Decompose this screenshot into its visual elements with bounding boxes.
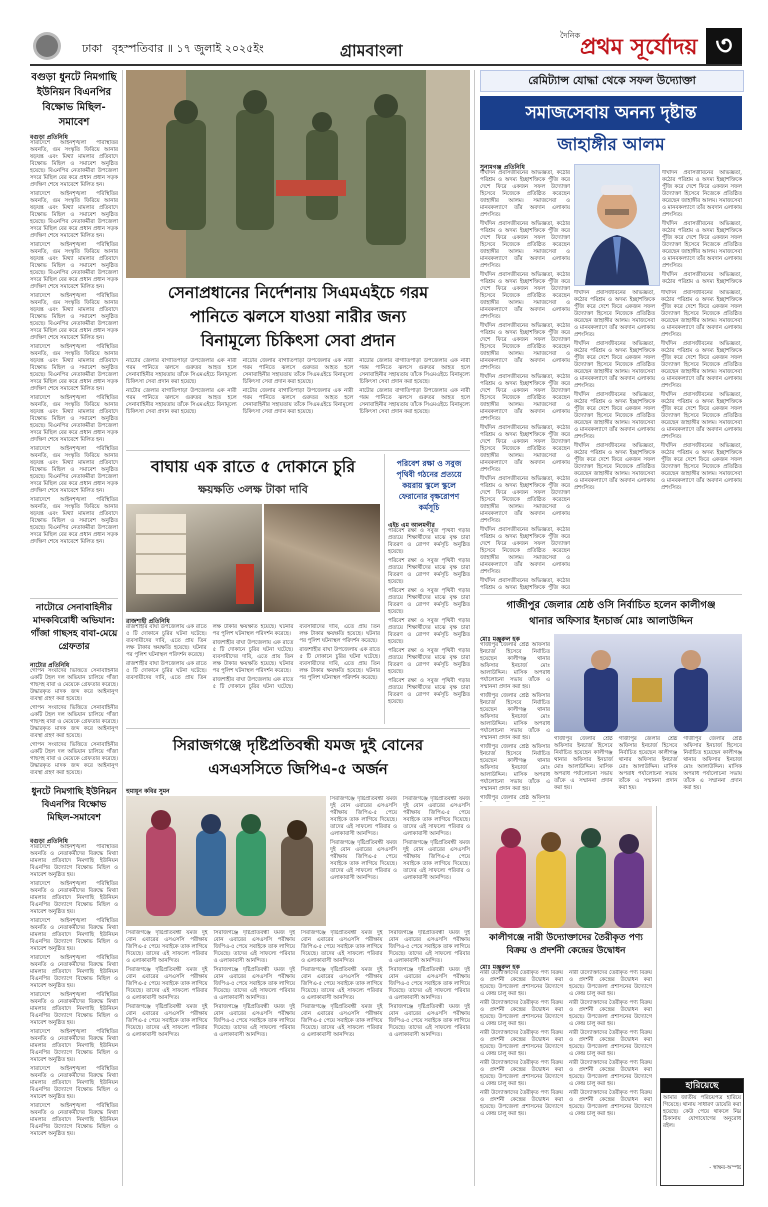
- header-date: বৃহস্পতিবার ॥ ১৭ জুলাই ২০২৫ইং: [112, 42, 264, 55]
- army-para: নাটোর জেলার বাগাতিপাড়া উপজেলার এক নারী গরম পানিতে ঝলসে গুরুতর আহত হলে সেনাবাহিনীর সহায়তায় তাঁকে সিএমএইচে বিনামূল্যে চিকিৎসা সেবা প্রদান করা হয়েছে।: [126, 388, 237, 415]
- divider: [30, 598, 118, 599]
- theft-para: রাজশাহীর বাঘা উপজেলায় এক রাতে ৫ টি দোকানে চুরির ঘটনা ঘটেছে। ব্যবসায়ীদের দাবি, এতে প্রায় তিন লক্ষ টাকার ক্ষয়ক্ষতি হয়েছে। ঘটনার পর পুলিশ ঘটনাস্থল পরিদর্শন করেছে।: [126, 624, 207, 658]
- award-photo: [554, 634, 742, 732]
- column-divider: [122, 70, 123, 1186]
- dhunot-para: সারাদেশে আইনশৃঙ্খলা পরিস্থিতির অবনতি ও নেতাকর্মীদের বিরুদ্ধে মিথ্যা মামলার প্রতিবাদে নিমগাছি ইউনিয়ন বিএনপির উদ্যোগে বিক্ষোভ মিছিল ও সমাবেশ অনুষ্ঠিত হয়।: [30, 1103, 118, 1137]
- army-headline-line3: বিনামূল্যে চিকিৎসা সেবা প্রদান: [200, 331, 396, 350]
- env-para: পরিবেশ রক্ষা ও সবুজ পৃথিবী গড়ার প্রত্যয়ে শিক্ষার্থীদের মাঝে বৃক্ষ চারা বিতরণ ও রোপণ কর্মসূচি অনুষ্ঠিত হয়েছে।: [388, 678, 470, 705]
- sirajganj-para: সিরাজগঞ্জে দৃষ্টিপ্রতিবন্ধী যমজ দুই বোন এবারের এসএসসি পরীক্ষায় জিপিএ-৫ পেয়ে সবাইকে তাক লাগিয়ে দিয়েছে। তাদের এই সাফল্যে পরিবার ও এলাকাবাসী আনন্দিত।: [301, 967, 383, 1001]
- remittance-para: দীর্ঘদিন প্রবাসজীবনের অভিজ্ঞতা, কঠোর পরিশ্রম ও অদম্য ইচ্ছাশক্তিকে পুঁজি করে দেশে ফিরে একজন সফল উদ্যোক্তা হিসেবে নিজেকে প্রতিষ্ঠিত করেছেন জাহাঙ্গীর আলম। সমাজসেবা ও মানবকল্যাণে তাঁর অবদান এলাকায় প্রশংসিত।: [661, 290, 742, 338]
- remittance-body-2: [662, 170, 742, 284]
- remittance-para: দীর্ঘদিন প্রবাসজীবনের অভিজ্ঞতা, কঠোর পরিশ্রম ও অদম্য ইচ্ছাশক্তিকে পুঁজি করে দেশে ফিরে একজন সফল উদ্যোক্তা হিসেবে নিজেকে প্রতিষ্ঠিত করেছেন জাহাঙ্গীর আলম। সমাজসেবা ও মানবকল্যাণে তাঁর অবদান এলাকায় প্রশংসিত।: [662, 221, 742, 269]
- natore-headline: নাটোরে সেনাবাহিনীর মাদকবিরোধী অভিযান: গাঁজা গাছসহ বাবা-মেয়ে গ্রেফতার: [30, 603, 118, 652]
- env-para: পরিবেশ রক্ষা ও সবুজ পৃথিবী গড়ার প্রত্যয়ে শিক্ষার্থীদের মাঝে বৃক্ষ চারা বিতরণ ও রোপণ কর্মসূচি অনুষ্ঠিত হয়েছে।: [388, 618, 470, 645]
- header-rule: [30, 64, 742, 66]
- sirajganj-para: সিরাজগঞ্জে দৃষ্টিপ্রতিবন্ধী যমজ দুই বোন এবারের এসএসসি পরীক্ষায় জিপিএ-৫ পেয়ে সবাইকে তাক লাগিয়ে দিয়েছে। তাদের এই সাফল্যে পরিবার ও এলাকাবাসী আনন্দিত।: [330, 796, 397, 837]
- dhunot-body: [30, 844, 118, 1186]
- dhunot-headline: ধুনটে নিমগাছি ইউনিয়ন বিএনপির বিক্ষোভ মিছিল-সমাবেশ: [31, 787, 117, 823]
- army-para: নাটোর জেলার বাগাতিপাড়া উপজেলার এক নারী গরম পানিতে ঝলসে গুরুতর আহত হলে সেনাবাহিনীর সহায়তায় তাঁকে সিএমএইচে বিনামূল্যে চিকিৎসা সেবা প্রদান করা হয়েছে।: [242, 358, 354, 385]
- sirajganj-para: সিরাজগঞ্জে দৃষ্টিপ্রতিবন্ধী যমজ দুই বোন এবারের এসএসসি পরীক্ষায় জিপিএ-৫ পেয়ে সবাইকে তাক লাগিয়ে দিয়েছে। তাদের এই সাফল্যে পরিবার ও এলাকাবাসী আনন্দিত।: [213, 930, 295, 964]
- remittance-headline-1: সমাজসেবায় অনন্য দৃষ্টান্ত: [480, 96, 742, 130]
- army-headline-line1: সেনাপ্রধানের নির্দেশনায় সিএমএইচে গরম: [167, 283, 429, 302]
- natore-para: গোপন সংবাদের ভিত্তিতে সেনাবাহিনীর একটি টহল দল অভিযান চালিয়ে গাঁজা গাছসহ বাবা ও মেয়েকে গ্রেফতার করেছে। উদ্ধারকৃত মাদক জব্দ করে আইনানুগ ব্যবস্থা গ্রহণ করা হয়েছে।: [30, 742, 118, 776]
- sirajganj-para: সিরাজগঞ্জে দৃষ্টিপ্রতিবন্ধী যমজ দুই বোন এবারের এসএসসি পরীক্ষায় জিপিএ-৫ পেয়ে সবাইকে তাক লাগিয়ে দিয়েছে। তাদের এই সাফল্যে পরিবার ও এলাকাবাসী আনন্দিত।: [126, 930, 208, 964]
- bogura-para: সারাদেশে আইনশৃঙ্খলা পরিস্থিতির অবনতি, গুম সংস্কৃতি ফিরিয়ে আনার ষড়যন্ত্র এবং মিথ্যা মামলার প্রতিবাদে বিক্ষোভ মিছিল ও সমাবেশ অনুষ্ঠিত হয়েছে। বিএনপির নেতাকর্মীরা উপজেলা সদরে মিছিল বের করে প্রধান প্রধান সড়ক প্রদক্ষিণ শেষে সমাবেশে মিলিত হন।: [30, 191, 118, 239]
- gazipur-byline: মোঃ মঞ্জুরুল হক: [480, 636, 520, 643]
- dhunot-para: সারাদেশে আইনশৃঙ্খলা পরিস্থিতির অবনতি ও নেতাকর্মীদের বিরুদ্ধে মিথ্যা মামলার প্রতিবাদে নিমগাছি ইউনিয়ন বিএনপির উদ্যোগে বিক্ষোভ মিছিল ও সমাবেশ অনুষ্ঠিত হয়।: [30, 992, 118, 1026]
- sirajganj-para: সিরাজগঞ্জে দৃষ্টিপ্রতিবন্ধী যমজ দুই বোন এবারের এসএসসি পরীক্ষায় জিপিএ-৫ পেয়ে সবাইকে তাক লাগিয়ে দিয়েছে। তাদের এই সাফল্যে পরিবার ও এলাকাবাসী আনন্দিত।: [126, 1004, 208, 1038]
- bogura-para: সারাদেশে আইনশৃঙ্খলা পরিস্থিতির অবনতি, গুম সংস্কৃতি ফিরিয়ে আনার ষড়যন্ত্র এবং মিথ্যা মামলার প্রতিবাদে বিক্ষোভ মিছিল ও সমাবেশ অনুষ্ঠিত হয়েছে। বিএনপির নেতাকর্মীরা উপজেলা সদরে মিছিল বের করে প্রধান প্রধান সড়ক প্রদক্ষিণ শেষে সমাবেশে মিলিত হন।: [30, 344, 118, 392]
- gazipur-para: গাজীপুর জেলার শ্রেষ্ঠ অফিসার ইনচার্জ হিসেবে নির্বাচিত হয়েছেন কালীগঞ্জ থানার অফিসার ইনচার্জ মোঃ আলাউদ্দিন। মাসিক অপরাধ পর্যালোচনা সভায় তাঁকে এ সম্মাননা প্রদান করা হয়।: [618, 736, 678, 791]
- lost-notice-body: আমার জাতীয় পরিচয়পত্র হারিয়ে গিয়েছে। থানায় সাধারণ ডায়েরি করা হয়েছে। কেউ পেয়ে থাকলে নিম্ন ঠিকানায় যোগাযোগের অনুরোধ রইল।: [663, 1095, 741, 1129]
- gazipur-body-2: [554, 736, 742, 802]
- remittance-para: দীর্ঘদিন প্রবাসজীবনের অভিজ্ঞতা, কঠোর পরিশ্রম ও অদম্য ইচ্ছাশক্তিকে পুঁজি করে দেশে ফিরে একজন সফল উদ্যোক্তা হিসেবে নিজেকে প্রতিষ্ঠিত করেছেন জাহাঙ্গীর আলম। সমাজসেবা ও মানবকল্যাণে তাঁর অবদান এলাকায় প্রশংসিত।: [480, 425, 570, 473]
- section-title: গ্রামবাংলা: [340, 41, 403, 60]
- gazipur-para: গাজীপুর জেলার শ্রেষ্ঠ অফিসার ইনচার্জ হিসেবে নির্বাচিত হয়েছেন কালীগঞ্জ থানার অফিসার ইনচার্জ মোঃ আলাউদ্দিন। মাসিক অপরাধ পর্যালোচনা সভায় তাঁকে এ সম্মাননা প্রদান করা হয়।: [480, 693, 550, 741]
- kaliganj-para: নারী উদ্যোক্তাদের তৈরীকৃত পণ্য বিক্রয় ও প্রদর্শনী কেন্দ্রের উদ্বোধন করা হয়েছে। উপজেলা প্রশাসনের উদ্যোগে এ কেন্দ্র চালু করা হয়।: [480, 1090, 563, 1117]
- column-divider: [656, 806, 657, 1186]
- portrait-photo: [574, 164, 660, 286]
- theft-para: রাজশাহীর বাঘা উপজেলায় এক রাতে ৫ টি দোকানে চুরির ঘটনা ঘটেছে। ব্যবসায়ীদের দাবি, এতে প্রায় তিন লক্ষ টাকার ক্ষয়ক্ষতি হয়েছে। ঘটনার পর পুলিশ ঘটনাস্থল পরিদর্শন করেছে।: [299, 647, 380, 681]
- theft-para: রাজশাহীর বাঘা উপজেলায় এক রাতে ৫ টি দোকানে চুরির ঘটনা ঘটেছে। ব্যবসায়ীদের দাবি, এতে প্রায় তিন লক্ষ টাকার ক্ষয়ক্ষতি হয়েছে। ঘটনার পর পুলিশ ঘটনাস্থল পরিদর্শন করেছে।: [212, 624, 380, 690]
- remittance-body-3: [574, 290, 742, 590]
- remittance-para: দীর্ঘদিন প্রবাসজীবনের অভিজ্ঞতা, কঠোর পরিশ্রম ও অদম্য ইচ্ছাশক্তিকে: [662, 272, 742, 284]
- gazipur-para: গাজীপুর জেলার শ্রেষ্ঠ অফিসার ইনচার্জ হিসেবে নির্বাচিত হয়েছেন কালীগঞ্জ থানার অফিসার ইনচার্জ মোঃ আলাউদ্দিন। মাসিক অপরাধ পর্যালোচনা সভায় তাঁকে এ সম্মাননা প্রদান করা হয়।: [554, 736, 613, 791]
- gazipur-para: গাজীপুর জেলার শ্রেষ্ঠ অফিসার ইনচার্জ হিসেবে নির্বাচিত হয়েছেন কালীগঞ্জ থানার অফিসার ইনচার্জ মোঃ আলাউদ্দিন। মাসিক অপরাধ পর্যালোচনা সভায় তাঁকে এ সম্মাননা প্রদান করা হয়।: [480, 744, 550, 792]
- remittance-para: দীর্ঘদিন প্রবাসজীবনের অভিজ্ঞতা, কঠোর পরিশ্রম ও অদম্য ইচ্ছাশক্তিকে পুঁজি করে দেশে ফিরে একজন সফল উদ্যোক্তা হিসেবে নিজেকে প্রতিষ্ঠিত করেছেন জাহাঙ্গীর আলম। সমাজসেবা ও মানবকল্যাণে তাঁর অবদান এলাকায় প্রশংসিত।: [480, 527, 570, 575]
- bogura-byline: বগুড়া প্রতিনিধি: [30, 134, 68, 141]
- shop-photo: [126, 504, 262, 612]
- theft-body: [126, 624, 380, 724]
- sirajganj-para: সিরাজগঞ্জে দৃষ্টিপ্রতিবন্ধী যমজ দুই বোন এবারের এসএসসি পরীক্ষায় জিপিএ-৫ পেয়ে সবাইকে তাক লাগিয়ে দিয়েছে। তাদের এই সাফল্যে পরিবার ও এলাকাবাসী আনন্দিত।: [403, 796, 470, 837]
- natore-body: [30, 668, 118, 778]
- divider: [480, 594, 742, 595]
- sirajganj-para: সিরাজগঞ্জে দৃষ্টিপ্রতিবন্ধী যমজ দুই বোন এবারের এসএসসি পরীক্ষায় জিপিএ-৫ পেয়ে সবাইকে তাক লাগিয়ে দিয়েছে। তাদের এই সাফল্যে পরিবার ও এলাকাবাসী আনন্দিত।: [388, 1004, 470, 1038]
- kaliganj-para: নারী উদ্যোক্তাদের তৈরীকৃত পণ্য বিক্রয় ও প্রদর্শনী কেন্দ্রের উদ্বোধন করা হয়েছে। উপজেলা প্রশাসনের উদ্যোগে এ কেন্দ্র চালু করা হয়।: [480, 1030, 563, 1057]
- sirajganj-body-side: [330, 796, 470, 926]
- bogura-para: সারাদেশে আইনশৃঙ্খলা পরিস্থিতির অবনতি, গুম সংস্কৃতি ফিরিয়ে আনার ষড়যন্ত্র এবং মিথ্যা মামলার প্রতিবাদে বিক্ষোভ মিছিল ও সমাবেশ অনুষ্ঠিত হয়েছে। বিএনপির নেতাকর্মীরা উপজেলা সদরে মিছিল বের করে প্রধান প্রধান সড়ক প্রদক্ষিণ শেষে সমাবেশে মিলিত হন।: [30, 140, 118, 188]
- remittance-para: দীর্ঘদিন প্রবাসজীবনের অভিজ্ঞতা, কঠোর পরিশ্রম ও অদম্য ইচ্ছাশক্তিকে পুঁজি করে: [480, 578, 570, 590]
- natore-para: গোপন সংবাদের ভিত্তিতে সেনাবাহিনীর একটি টহল দল অভিযান চালিয়ে গাঁজা গাছসহ বাবা ও মেয়েকে গ্রেফতার করেছে। উদ্ধারকৃত মাদক জব্দ করে আইনানুগ ব্যবস্থা গ্রহণ করা হয়েছে।: [30, 668, 118, 702]
- bogura-para: সারাদেশে আইনশৃঙ্খলা পরিস্থিতির অবনতি, গুম সংস্কৃতি ফিরিয়ে আনার ষড়যন্ত্র এবং মিথ্যা মামলার প্রতিবাদে বিক্ষোভ মিছিল ও সমাবেশ অনুষ্ঠিত হয়েছে। বিএনপির নেতাকর্মীরা উপজেলা সদরে মিছিল বের করে প্রধান প্রধান সড়ক প্রদক্ষিণ শেষে সমাবেশে মিলিত হন।: [30, 293, 118, 341]
- dhunot-para: সারাদেশে আইনশৃঙ্খলা পরিস্থিতির অবনতি ও নেতাকর্মীদের বিরুদ্ধে মিথ্যা মামলার প্রতিবাদে নিমগাছি ইউনিয়ন বিএনপির উদ্যোগে বিক্ষোভ মিছিল ও সমাবেশ অনুষ্ঠিত হয়।: [30, 918, 118, 952]
- army-para: নাটোর জেলার বাগাতিপাড়া উপজেলার এক নারী গরম পানিতে ঝলসে গুরুতর আহত হলে সেনাবাহিনীর সহায়তায় তাঁকে সিএমএইচে বিনামূল্যে চিকিৎসা সেবা প্রদান করা হয়েছে।: [242, 388, 354, 415]
- sirajganj-para: সিরাজগঞ্জে দৃষ্টিপ্রতিবন্ধী যমজ দুই বোন এবারের এসএসসি পরীক্ষায় জিপিএ-৫ পেয়ে সবাইকে তাক লাগিয়ে দিয়েছে। তাদের এই সাফল্যে পরিবার ও এলাকাবাসী আনন্দিত।: [126, 967, 208, 1001]
- lost-notice-title: হারিয়েছে: [661, 1079, 743, 1093]
- theft-para: রাজশাহীর বাঘা উপজেলায় এক রাতে ৫ টি দোকানে চুরির ঘটনা ঘটেছে। ব্যবসায়ীদের দাবি, এতে প্রায় তিন লক্ষ টাকার ক্ষয়ক্ষতি হয়েছে। ঘটনার পর পুলিশ ঘটনাস্থল পরিদর্শন করেছে।: [126, 624, 294, 681]
- dhunot-para: সারাদেশে আইনশৃঙ্খলা পরিস্থিতির অবনতি ও নেতাকর্মীদের বিরুদ্ধে মিথ্যা মামলার প্রতিবাদে নিমগাছি ইউনিয়ন বিএনপির উদ্যোগে বিক্ষোভ মিছিল ও সমাবেশ অনুষ্ঠিত হয়।: [30, 1029, 118, 1063]
- gazipur-body-1: [480, 642, 550, 802]
- army-headline-line2: পানিতে ঝলসে যাওয়া নারীর জন্য: [190, 307, 406, 326]
- remittance-para: দীর্ঘদিন প্রবাসজীবনের অভিজ্ঞতা, কঠোর পরিশ্রম ও অদম্য ইচ্ছাশক্তিকে পুঁজি করে দেশে ফিরে একজন সফল উদ্যোক্তা হিসেবে নিজেকে প্রতিষ্ঠিত করেছেন জাহাঙ্গীর আলম। সমাজসেবা ও মানবকল্যাণে তাঁর অবদান এলাকায় প্রশংসিত।: [480, 221, 570, 269]
- kaliganj-caption: কালীগঞ্জে নারী উদ্যোক্তাদের তৈরীকৃত পণ্য বিক্রয় ও প্রদর্শনী কেন্দ্রের উদ্বোধন: [489, 933, 643, 956]
- dhunot-para: সারাদেশে আইনশৃঙ্খলা পরিস্থিতির অবনতি ও নেতাকর্মীদের বিরুদ্ধে মিথ্যা মামলার প্রতিবাদে নিমগাছি ইউনিয়ন বিএনপির উদ্যোগে বিক্ষোভ মিছিল ও সমাবেশ অনুষ্ঠিত হয়।: [30, 881, 118, 915]
- remittance-para: দীর্ঘদিন প্রবাসজীবনের অভিজ্ঞতা, কঠোর পরিশ্রম ও অদম্য ইচ্ছাশক্তিকে পুঁজি করে দেশে ফিরে একজন সফল উদ্যোক্তা হিসেবে নিজেকে প্রতিষ্ঠিত করেছেন জাহাঙ্গীর আলম। সমাজসেবা ও মানবকল্যাণে তাঁর অবদান এলাকায় প্রশংসিত।: [661, 443, 742, 491]
- sirajganj-para: সিরাজগঞ্জে দৃষ্টিপ্রতিবন্ধী যমজ দুই বোন এবারের এসএসসি পরীক্ষায় জিপিএ-৫ পেয়ে সবাইকে তাক লাগিয়ে দিয়েছে। তাদের এই সাফল্যে পরিবার ও এলাকাবাসী আনন্দিত।: [330, 840, 397, 881]
- sirajganj-para: সিরাজগঞ্জে দৃষ্টিপ্রতিবন্ধী যমজ দুই বোন এবারের এসএসসি পরীক্ষায় জিপিএ-৫ পেয়ে সবাইকে তাক লাগিয়ে দিয়েছে। তাদের এই সাফল্যে পরিবার ও এলাকাবাসী আনন্দিত।: [213, 1004, 295, 1038]
- women-photo: [480, 806, 652, 928]
- army-para: নাটোর জেলার বাগাতিপাড়া উপজেলার এক নারী গরম পানিতে ঝলসে গুরুতর আহত হলে সেনাবাহিনীর সহায়তায় তাঁকে সিএমএইচে বিনামূল্যে চিকিৎসা সেবা প্রদান করা হয়েছে।: [126, 358, 237, 385]
- divider: [30, 782, 118, 783]
- kaliganj-para: নারী উদ্যোক্তাদের তৈরীকৃত পণ্য বিক্রয় ও প্রদর্শনী কেন্দ্রের উদ্বোধন করা হয়েছে। উপজেলা প্রশাসনের উদ্যোগে এ কেন্দ্র চালু করা হয়।: [480, 1000, 563, 1027]
- twins-photo: [126, 796, 326, 926]
- theft-headline: বাঘায় এক রাতে ৫ দোকানে চুরি: [150, 457, 356, 476]
- award-figures: [554, 634, 742, 732]
- remittance-body-1: [480, 170, 570, 590]
- divider: [126, 450, 470, 451]
- env-byline: এইচ এম আলমগীর: [388, 522, 435, 529]
- dhunot-para: সারাদেশে আইনশৃঙ্খলা পরিস্থিতির অবনতি ও নেতাকর্মীদের বিরুদ্ধে মিথ্যা মামলার প্রতিবাদে নিমগাছি ইউনিয়ন বিএনপির উদ্যোগে বিক্ষোভ মিছিল ও সমাবেশ অনুষ্ঠিত হয়।: [30, 844, 118, 878]
- sirajganj-para: সিরাজগঞ্জে দৃষ্টিপ্রতিবন্ধী যমজ দুই বোন এবারের এসএসসি পরীক্ষায় জিপিএ-৫ পেয়ে সবাইকে তাক লাগিয়ে দিয়েছে। তাদের এই সাফল্যে পরিবার ও এলাকাবাসী আনন্দিত।: [388, 967, 470, 1001]
- remittance-para: দীর্ঘদিন প্রবাসজীবনের অভিজ্ঞতা, কঠোর পরিশ্রম ও অদম্য ইচ্ছাশক্তিকে পুঁজি করে দেশে ফিরে একজন সফল উদ্যোক্তা হিসেবে নিজেকে প্রতিষ্ঠিত করেছেন জাহাঙ্গীর আলম। সমাজসেবা ও মানবকল্যাণে তাঁর অবদান এলাকায় প্রশংসিত।: [480, 323, 570, 371]
- remittance-headline-2: জাহাঙ্গীর আলম: [557, 135, 665, 155]
- column-divider: [474, 70, 475, 1186]
- kaliganj-byline: মোঃ মঞ্জুরুল হক: [480, 964, 520, 971]
- theft-subheadline: ক্ষয়ক্ষতি ৩লক্ষ টাকা দাবি: [198, 483, 308, 496]
- brand-small: দৈনিক: [560, 31, 581, 40]
- header-location: ঢাকা: [82, 42, 103, 55]
- portrait-figure: [575, 165, 659, 285]
- column-divider: [384, 454, 385, 724]
- remittance-para: দীর্ঘদিন প্রবাসজীবনের অভিজ্ঞতা, কঠোর পরিশ্রম ও অদম্য ইচ্ছাশক্তিকে পুঁজি করে দেশে ফিরে একজন সফল উদ্যোক্তা হিসেবে নিজেকে প্রতিষ্ঠিত করেছেন জাহাঙ্গীর আলম। সমাজসেবা ও মানবকল্যাণে তাঁর অবদান এলাকায় প্রশংসিত।: [574, 392, 655, 440]
- army-body: [126, 358, 470, 446]
- remittance-byline: সুনামগঞ্জ প্রতিনিধি: [480, 164, 525, 171]
- sirajganj-para: সিরাজগঞ্জে দৃষ্টিপ্রতিবন্ধী যমজ দুই বোন এবারের এসএসসি পরীক্ষায় জিপিএ-৫ পেয়ে সবাইকে তাক লাগিয়ে দিয়েছে। তাদের এই সাফল্যে পরিবার ও এলাকাবাসী আনন্দিত।: [301, 1004, 383, 1038]
- gazipur-para: গাজীপুর জেলার শ্রেষ্ঠ অফিসার ইনচার্জ হিসেবে নির্বাচিত হয়েছেন কালীগঞ্জ থানার অফিসার ইনচার্জ মোঃ আলাউদ্দিন। মাসিক অপরাধ পর্যালোচনা সভায় তাঁকে এ সম্মাননা প্রদান করা হয়।: [683, 736, 742, 791]
- bogura-para: সারাদেশে আইনশৃঙ্খলা পরিস্থিতির অবনতি, গুম সংস্কৃতি ফিরিয়ে আনার ষড়যন্ত্র এবং মিথ্যা মামলার প্রতিবাদে বিক্ষোভ মিছিল ও সমাবেশ অনুষ্ঠিত হয়েছে। বিএনপির নেতাকর্মীরা উপজেলা সদরে মিছিল বের করে প্রধান প্রধান সড়ক প্রদক্ষিণ শেষে সমাবেশে মিলিত হন।: [30, 242, 118, 290]
- gazipur-headline-2: থানার অফিসার ইনচার্জ মোঃ আলাউদ্দিন: [529, 616, 693, 627]
- remittance-para: দীর্ঘদিন প্রবাসজীবনের অভিজ্ঞতা, কঠোর পরিশ্রম ও অদম্য ইচ্ছাশক্তিকে পুঁজি করে দেশে ফিরে একজন সফল উদ্যোক্তা হিসেবে নিজেকে প্রতিষ্ঠিত করেছেন জাহাঙ্গীর আলম। সমাজসেবা ও মানবকল্যাণে তাঁর অবদান এলাকায় প্রশংসিত।: [574, 443, 655, 491]
- soldiers-figures: [126, 70, 470, 278]
- kaliganj-para: নারী উদ্যোক্তাদের তৈরীকৃত পণ্য বিক্রয় ও প্রদর্শনী কেন্দ্রের উদ্বোধন করা হয়েছে। উপজেলা প্রশাসনের উদ্যোগে এ কেন্দ্র চালু করা হয়।: [569, 1060, 652, 1087]
- gazipur-para: গাজীপুর জেলার শ্রেষ্ঠ অফিসার ইনচার্জ হিসেবে নির্বাচিত হয়েছেন কালীগঞ্জ থানার অফিসার ইনচার্জ মোঃ আলাউদ্দিন। মাসিক অপরাধ পর্যালোচনা সভায় তাঁকে এ সম্মাননা প্রদান করা হয়।: [480, 642, 550, 690]
- dhunot-para: সারাদেশে আইনশৃঙ্খলা পরিস্থিতির অবনতি ও নেতাকর্মীদের বিরুদ্ধে মিথ্যা মামলার প্রতিবাদে নিমগাছি ইউনিয়ন বিএনপির উদ্যোগে বিক্ষোভ মিছিল ও সমাবেশ অনুষ্ঠিত হয়।: [30, 955, 118, 989]
- brand-title: প্রথম সূর্যোদয়: [580, 35, 698, 60]
- kaliganj-body: [480, 970, 652, 1186]
- env-headline: পরিবেশ রক্ষা ও সবুজ পৃথিবী গঠনের প্রত্যয়ে কয়রায় স্কুলে স্কুলে ফেরানোর বৃক্ষরোপণ কর্মসূচি: [396, 459, 462, 512]
- theft-para: রাজশাহীর বাঘা উপজেলায় এক রাতে ৫ টি দোকানে চুরির ঘটনা ঘটেছে। ব্যবসায়ীদের দাবি, এতে প্রায় তিন লক্ষ টাকার ক্ষয়ক্ষতি হয়েছে। ঘটনার পর পুলিশ ঘটনাস্থল পরিদর্শন করেছে।: [212, 640, 294, 674]
- chitalmari-body: [660, 874, 742, 1074]
- kaliganj-para: নারী উদ্যোক্তাদের তৈরীকৃত পণ্য বিক্রয় ও প্রদর্শনী কেন্দ্রের উদ্বোধন করা হয়েছে। উপজেলা প্রশাসনের উদ্যোগে এ কেন্দ্র চালু করা হয়।: [569, 1030, 652, 1057]
- bogura-para: সারাদেশে আইনশৃঙ্খলা পরিস্থিতির অবনতি, গুম সংস্কৃতি ফিরিয়ে আনার ষড়যন্ত্র এবং মিথ্যা মামলার প্রতিবাদে বিক্ষোভ মিছিল ও সমাবেশ অনুষ্ঠিত হয়েছে। বিএনপির নেতাকর্মীরা উপজেলা সদরে মিছিল বের করে প্রধান প্রধান সড়ক প্রদক্ষিণ শেষে সমাবেশে মিলিত হন।: [30, 446, 118, 494]
- dhunot-para: সারাদেশে আইনশৃঙ্খলা পরিস্থিতির অবনতি ও নেতাকর্মীদের বিরুদ্ধে মিথ্যা মামলার প্রতিবাদে নিমগাছি ইউনিয়ন বিএনপির উদ্যোগে বিক্ষোভ মিছিল ও সমাবেশ অনুষ্ঠিত হয়।: [30, 1066, 118, 1100]
- sirajganj-headline-line1: সিরাজগঞ্জে দৃষ্টিপ্রতিবন্ধী যমজ দুই বোনের: [172, 736, 424, 754]
- sirajganj-para: সিরাজগঞ্জে দৃষ্টিপ্রতিবন্ধী যমজ দুই বোন এবারের এসএসসি পরীক্ষায় জিপিএ-৫ পেয়ে সবাইকে তাক লাগিয়ে দিয়েছে। তাদের এই সাফল্যে পরিবার ও এলাকাবাসী আনন্দিত।: [403, 840, 470, 881]
- kaliganj-para: নারী উদ্যোক্তাদের তৈরীকৃত পণ্য বিক্রয় ও প্রদর্শনী কেন্দ্রের উদ্বোধন করা হয়েছে। উপজেলা প্রশাসনের উদ্যোগে এ কেন্দ্র চালু করা হয়।: [569, 970, 652, 997]
- remittance-para: দীর্ঘদিন প্রবাসজীবনের অভিজ্ঞতা, কঠোর পরিশ্রম ও অদম্য ইচ্ছাশক্তিকে পুঁজি করে দেশে ফিরে একজন সফল উদ্যোক্তা হিসেবে নিজেকে প্রতিষ্ঠিত করেছেন জাহাঙ্গীর আলম। সমাজসেবা ও মানবকল্যাণে তাঁর অবদান এলাকায় প্রশংসিত।: [662, 170, 742, 218]
- kaliganj-para: নারী উদ্যোক্তাদের তৈরীকৃত পণ্য বিক্রয় ও প্রদর্শনী কেন্দ্রের উদ্বোধন করা হয়েছে। উপজেলা প্রশাসনের উদ্যোগে এ কেন্দ্র চালু করা হয়।: [480, 1060, 563, 1087]
- kaliganj-para: নারী উদ্যোক্তাদের তৈরীকৃত পণ্য বিক্রয় ও প্রদর্শনী কেন্দ্রের উদ্বোধন করা হয়েছে। উপজেলা প্রশাসনের উদ্যোগে এ কেন্দ্র চালু করা হয়।: [480, 970, 563, 997]
- gazipur-headline-1: গাজীপুর জেলার শ্রেষ্ঠ ওসি নির্বাচিত হলেন কালীগঞ্জ: [506, 600, 716, 611]
- natore-para: গোপন সংবাদের ভিত্তিতে সেনাবাহিনীর একটি টহল দল অভিযান চালিয়ে গাঁজা গাছসহ বাবা ও মেয়েকে গ্রেফতার করেছে। উদ্ধারকৃত মাদক জব্দ করে আইনানুগ ব্যবস্থা গ্রহণ করা হয়েছে।: [30, 705, 118, 739]
- sirajganj-para: সিরাজগঞ্জে দৃষ্টিপ্রতিবন্ধী যমজ দুই বোন এবারের এসএসসি পরীক্ষায় জিপিএ-৫ পেয়ে সবাইকে তাক লাগিয়ে দিয়েছে। তাদের এই সাফল্যে পরিবার ও এলাকাবাসী আনন্দিত।: [213, 967, 295, 1001]
- lost-notice-box: [660, 1078, 744, 1186]
- remittance-para: দীর্ঘদিন প্রবাসজীবনের অভিজ্ঞতা, কঠোর পরিশ্রম ও অদম্য ইচ্ছাশক্তিকে পুঁজি করে দেশে ফিরে একজন সফল উদ্যোক্তা হিসেবে নিজেকে প্রতিষ্ঠিত করেছেন জাহাঙ্গীর আলম। সমাজসেবা ও মানবকল্যাণে তাঁর অবদান এলাকায় প্রশংসিত।: [480, 170, 570, 218]
- remittance-kicker: রেমিট্যান্স যোদ্ধা থেকে সফল উদ্যোক্তা: [480, 70, 744, 92]
- remittance-para: দীর্ঘদিন প্রবাসজীবনের অভিজ্ঞতা, কঠোর পরিশ্রম ও অদম্য ইচ্ছাশক্তিকে পুঁজি করে দেশে ফিরে একজন সফল উদ্যোক্তা হিসেবে নিজেকে প্রতিষ্ঠিত করেছেন জাহাঙ্গীর আলম। সমাজসেবা ও মানবকল্যাণে তাঁর অবদান এলাকায় প্রশংসিত।: [480, 476, 570, 524]
- remittance-para: দীর্ঘদিন প্রবাসজীবনের অভিজ্ঞতা, কঠোর পরিশ্রম ও অদম্য ইচ্ছাশক্তিকে পুঁজি করে দেশে ফিরে একজন সফল উদ্যোক্তা হিসেবে নিজেকে প্রতিষ্ঠিত করেছেন জাহাঙ্গীর আলম। সমাজসেবা ও মানবকল্যাণে তাঁর অবদান এলাকায় প্রশংসিত।: [661, 341, 742, 389]
- divider: [126, 728, 470, 729]
- remittance-para: দীর্ঘদিন প্রবাসজীবনের অভিজ্ঞতা, কঠোর পরিশ্রম ও অদম্য ইচ্ছাশক্তিকে পুঁজি করে দেশে ফিরে একজন সফল উদ্যোক্তা হিসেবে নিজেকে প্রতিষ্ঠিত করেছেন জাহাঙ্গীর আলম। সমাজসেবা ও মানবকল্যাণে তাঁর অবদান এলাকায় প্রশংসিত।: [574, 341, 655, 389]
- women-figures: [480, 806, 652, 928]
- sirajganj-para: সিরাজগঞ্জে দৃষ্টিপ্রতিবন্ধী যমজ দুই বোন এবারের এসএসসি পরীক্ষায় জিপিএ-৫ পেয়ে সবাইকে তাক লাগিয়ে দিয়েছে। তাদের এই সাফল্যে পরিবার ও এলাকাবাসী আনন্দিত।: [388, 930, 470, 964]
- remittance-para: দীর্ঘদিন প্রবাসজীবনের অভিজ্ঞতা, কঠোর পরিশ্রম ও অদম্য ইচ্ছাশক্তিকে পুঁজি করে দেশে ফিরে একজন সফল উদ্যোক্তা হিসেবে নিজেকে প্রতিষ্ঠিত করেছেন জাহাঙ্গীর আলম। সমাজসেবা ও মানবকল্যাণে তাঁর অবদান এলাকায় প্রশংসিত।: [574, 290, 655, 338]
- page-number: ৩: [706, 28, 742, 64]
- shop-photo-2: [264, 504, 380, 612]
- twins-figures: [126, 796, 326, 926]
- env-para: পরিবেশ রক্ষা ও সবুজ পৃথিবী গড়ার প্রত্যয়ে শিক্ষার্থীদের মাঝে বৃক্ষ চারা বিতরণ ও রোপণ কর্মসূচি অনুষ্ঠিত হয়েছে।: [388, 648, 470, 675]
- natore-byline: নাটোর প্রতিনিধি: [30, 662, 70, 669]
- remittance-para: দীর্ঘদিন প্রবাসজীবনের অভিজ্ঞতা, কঠোর পরিশ্রম ও অদম্য ইচ্ছাশক্তিকে পুঁজি করে দেশে ফিরে একজন সফল উদ্যোক্তা হিসেবে নিজেকে প্রতিষ্ঠিত করেছেন জাহাঙ্গীর আলম। সমাজসেবা ও মানবকল্যাণে তাঁর অবদান এলাকায় প্রশংসিত।: [480, 374, 570, 422]
- kaliganj-para: নারী উদ্যোক্তাদের তৈরীকৃত পণ্য বিক্রয় ও প্রদর্শনী কেন্দ্রের উদ্বোধন করা হয়েছে। উপজেলা প্রশাসনের উদ্যোগে এ কেন্দ্র চালু করা হয়।: [569, 1090, 652, 1117]
- remittance-para: দীর্ঘদিন প্রবাসজীবনের অভিজ্ঞতা, কঠোর পরিশ্রম ও অদম্য ইচ্ছাশক্তিকে পুঁজি করে দেশে ফিরে একজন সফল উদ্যোক্তা হিসেবে নিজেকে প্রতিষ্ঠিত করেছেন জাহাঙ্গীর আলম। সমাজসেবা ও মানবকল্যাণে তাঁর অবদান এলাকায় প্রশংসিত।: [480, 272, 570, 320]
- gazipur-para: গাজীপুর জেলার শ্রেষ্ঠ অফিসার: [480, 795, 550, 801]
- lost-notice-signature: - স্বাক্ষর-অস্পষ্ট: [709, 1165, 741, 1171]
- env-para: পরিবেশ রক্ষা ও সবুজ পৃথিবী গড়ার প্রত্যয়ে শিক্ষার্থীদের মাঝে বৃক্ষ চারা বিতরণ ও রোপণ কর্মসূচি অনুষ্ঠিত হয়েছে।: [388, 528, 470, 555]
- kaliganj-para: নারী উদ্যোক্তাদের তৈরীকৃত পণ্য বিক্রয় ও প্রদর্শনী কেন্দ্রের উদ্বোধন করা হয়েছে। উপজেলা প্রশাসনের উদ্যোগে এ কেন্দ্র চালু করা হয়।: [569, 1000, 652, 1027]
- env-body: [388, 528, 470, 724]
- sirajganj-byline: হুমায়ূন কবির সুমন: [126, 788, 170, 795]
- env-para: পরিবেশ রক্ষা ও সবুজ পৃথিবী গড়ার প্রত্যয়ে শিক্ষার্থীদের মাঝে বৃক্ষ চারা বিতরণ ও রোপণ কর্মসূচি অনুষ্ঠিত হয়েছে।: [388, 558, 470, 585]
- sirajganj-body: [126, 930, 470, 1186]
- army-para: নাটোর জেলার বাগাতিপাড়া উপজেলার এক নারী গরম পানিতে ঝলসে গুরুতর আহত হলে সেনাবাহিনীর সহায়তায় তাঁকে সিএমএইচে বিনামূল্যে চিকিৎসা সেবা প্রদান করা হয়েছে।: [359, 388, 470, 415]
- sirajganj-para: সিরাজগঞ্জে দৃষ্টিপ্রতিবন্ধী যমজ দুই বোন এবারের এসএসসি পরীক্ষায় জিপিএ-৫ পেয়ে সবাইকে তাক লাগিয়ে দিয়েছে। তাদের এই সাফল্যে পরিবার ও এলাকাবাসী আনন্দিত।: [301, 930, 383, 964]
- soldiers-photo: [126, 70, 470, 278]
- bogura-para: সারাদেশে আইনশৃঙ্খলা পরিস্থিতির অবনতি, গুম সংস্কৃতি ফিরিয়ে আনার ষড়যন্ত্র এবং মিথ্যা মামলার প্রতিবাদে বিক্ষোভ মিছিল ও সমাবেশ অনুষ্ঠিত হয়েছে। বিএনপির নেতাকর্মীরা উপজেলা সদরে মিছিল বের করে প্রধান প্রধান সড়ক প্রদক্ষিণ শেষে সমাবেশে মিলিত হন।: [30, 395, 118, 443]
- army-para: নাটোর জেলার বাগাতিপাড়া উপজেলার এক নারী গরম পানিতে ঝলসে গুরুতর আহত হলে সেনাবাহিনীর সহায়তায় তাঁকে সিএমএইচে বিনামূল্যে চিকিৎসা সেবা প্রদান করা হয়েছে।: [359, 358, 470, 385]
- shop-shelves: [126, 504, 262, 612]
- page-header: [0, 0, 768, 66]
- bogura-para: সারাদেশে আইনশৃঙ্খলা পরিস্থিতির অবনতি, গুম সংস্কৃতি ফিরিয়ে আনার ষড়যন্ত্র এবং মিথ্যা মামলার প্রতিবাদে বিক্ষোভ মিছিল ও সমাবেশ অনুষ্ঠিত হয়েছে। বিএনপির নেতাকর্মীরা উপজেলা সদরে মিছিল বের করে প্রধান প্রধান সড়ক প্রদক্ষিণ শেষে সমাবেশে মিলিত হন।: [30, 497, 118, 545]
- theft-byline: রাজশাহী প্রতিনিধি: [126, 618, 170, 625]
- sirajganj-headline-line2: এসএসসিতে জিপিএ-৫ অর্জন: [208, 760, 388, 778]
- dhunot-byline: বগুড়া প্রতিনিধি: [30, 838, 68, 845]
- bogura-headline: বগুড়া ধুনটে নিমগাছি ইউনিয়ন বিএনপির বিক্ষোভ মিছিল-সমাবেশ: [31, 72, 117, 128]
- sun-logo-icon: [36, 35, 58, 57]
- remittance-para: দীর্ঘদিন প্রবাসজীবনের অভিজ্ঞতা, কঠোর পরিশ্রম ও অদম্য ইচ্ছাশক্তিকে পুঁজি করে দেশে ফিরে একজন সফল উদ্যোক্তা হিসেবে নিজেকে প্রতিষ্ঠিত করেছেন জাহাঙ্গীর আলম। সমাজসেবা ও মানবকল্যাণে তাঁর অবদান এলাকায় প্রশংসিত।: [661, 392, 742, 440]
- env-para: পরিবেশ রক্ষা ও সবুজ পৃথিবী গড়ার প্রত্যয়ে শিক্ষার্থীদের মাঝে বৃক্ষ চারা বিতরণ ও রোপণ কর্মসূচি অনুষ্ঠিত হয়েছে।: [388, 588, 470, 615]
